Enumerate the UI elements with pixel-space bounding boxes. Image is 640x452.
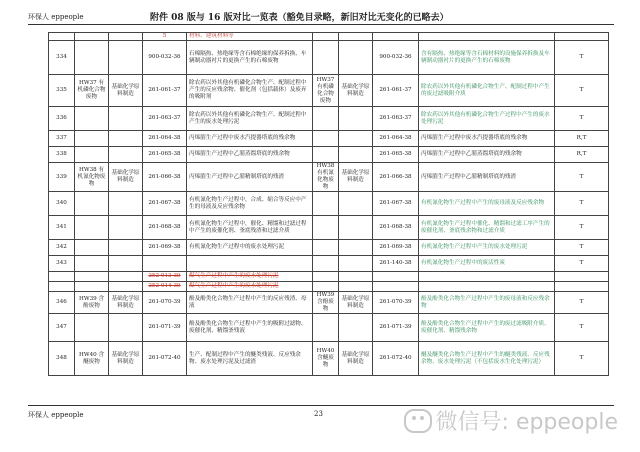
cell-n-code: 261-070-39 — [373, 292, 419, 314]
cell-seq: 346 — [49, 292, 75, 314]
cell-o-desc: 煤气生产过程中产生的废水处理污泥 — [187, 272, 313, 282]
cell-n-desc: 有机氰化物生产过程中催化、精馏和过滤工序产生的废催化剂、釜底残余物和过滤介质 — [419, 216, 555, 240]
cell-n-desc: 丙烯腈生产过程中乙腈蒸馏塔底的残余物 — [419, 147, 555, 163]
page-number: 23 — [314, 410, 323, 418]
cell-o-code: 261-064-38 — [143, 131, 187, 147]
cell-o-ind — [109, 33, 143, 41]
cell-seq: 339 — [49, 163, 75, 192]
cell-seq — [49, 33, 75, 41]
cell-o-code: 261-063-37 — [143, 107, 187, 131]
cell-seq: 347 — [49, 314, 75, 342]
cell-n-cat — [313, 131, 339, 147]
cell-o-cat: HW39 含酚废物 — [75, 292, 109, 314]
table-row — [49, 75, 609, 107]
cell-o-code: 261-071-39 — [143, 314, 187, 342]
cell-feat: T — [555, 256, 609, 272]
cell-o-desc: 除农药以外其他有机磷化合物生产、配制过程中产生的反应残余物、催化剂（包括载体）及废弃的吸附剂 — [187, 75, 313, 107]
cell-n-desc: 酚及酚类化合物生产过程中产生的废过滤吸附介质、废催化剂、精馏残余物 — [419, 314, 555, 342]
cell-o-cat — [75, 107, 109, 131]
cell-o-ind — [109, 131, 143, 147]
table-row — [49, 282, 609, 292]
cell-n-cat — [313, 41, 339, 75]
cell-n-cat: HW38 有机氰化物废物 — [313, 163, 339, 192]
cell-n-code: 261-065-38 — [373, 147, 419, 163]
cell-n-desc — [419, 272, 555, 282]
table-row — [49, 192, 609, 216]
cell-n-cat — [313, 147, 339, 163]
table-row — [49, 41, 609, 75]
cell-n-code — [373, 33, 419, 41]
cell-n-desc: 除农药以外其他有机磷化合物生产、配制过程中产生的废过滤吸附介质 — [419, 75, 555, 107]
cell-n-ind — [339, 272, 373, 282]
cell-o-cat — [75, 282, 109, 292]
cell-n-code: 261-071-39 — [373, 314, 419, 342]
cell-n-ind — [339, 192, 373, 216]
cell-n-ind: 基础化学原料制造 — [339, 342, 373, 376]
table-row — [49, 314, 609, 342]
cell-seq: 341 — [49, 216, 75, 240]
cell-n-cat — [313, 107, 339, 131]
cell-seq — [49, 272, 75, 282]
cell-feat: T — [555, 163, 609, 192]
table-row — [49, 240, 609, 256]
cell-o-cat — [75, 192, 109, 216]
footer-org: 环保人 eppeople — [28, 411, 84, 419]
cell-o-code: 900-032-36 — [143, 41, 187, 75]
cell-n-ind — [339, 256, 373, 272]
page-header — [0, 8, 640, 24]
cell-o-code: 261-072-40 — [143, 342, 187, 376]
cell-o-desc: 有机氰化物生产过程中，合成、缩合等反应中产生的母液及反应残余物 — [187, 192, 313, 216]
cell-n-code: 261-072-40 — [373, 342, 419, 376]
cell-o-code: 261-069-38 — [143, 240, 187, 256]
cell-n-ind — [339, 314, 373, 342]
table-row — [49, 292, 609, 314]
cell-o-desc: 酚及酚类化合物生产过程中产生的吸附过滤物、废催化剂、精馏釜残液 — [187, 314, 313, 342]
cell-o-desc: 材料、建筑材料等 — [187, 33, 313, 41]
cell-feat: T — [555, 292, 609, 314]
cell-o-cat: HW40 含醚废物 — [75, 342, 109, 376]
cell-n-cat — [313, 272, 339, 282]
cell-o-desc — [187, 256, 313, 272]
table-row — [49, 216, 609, 240]
cell-n-code: 261-063-37 — [373, 107, 419, 131]
cell-o-cat: HW38 有机氰化物废物 — [75, 163, 109, 192]
cell-o-cat: HW37 有机磷化合物废物 — [75, 75, 109, 107]
cell-n-ind: 基础化学原料制造 — [339, 292, 373, 314]
table-row — [49, 131, 609, 147]
cell-feat: T — [555, 216, 609, 240]
cell-o-cat — [75, 272, 109, 282]
cell-n-code: 261-068-38 — [373, 216, 419, 240]
cell-n-desc: 有机氰化物生产过程中的废活性炭 — [419, 256, 555, 272]
cell-n-code: 261-069-38 — [373, 240, 419, 256]
cell-n-cat: HW39 含酚废物 — [313, 292, 339, 314]
cell-n-ind — [339, 107, 373, 131]
cell-feat: T — [555, 192, 609, 216]
cell-o-ind — [109, 314, 143, 342]
cell-seq: 337 — [49, 131, 75, 147]
cell-n-desc — [419, 33, 555, 41]
cell-n-cat — [313, 314, 339, 342]
cell-n-desc — [419, 282, 555, 292]
cell-feat: R,T — [555, 147, 609, 163]
cell-n-desc: 丙烯腈生产过程中乙腈精制塔底的残渣 — [419, 163, 555, 192]
cell-o-cat — [75, 240, 109, 256]
cell-o-desc: 煤气生产过程中产生的废水处理污泥 — [187, 282, 313, 292]
cell-feat: T — [555, 240, 609, 256]
cell-o-ind — [109, 240, 143, 256]
cell-o-ind: 基础化学原料制造 — [109, 292, 143, 314]
cell-n-ind — [339, 41, 373, 75]
cell-n-code: 900-032-36 — [373, 41, 419, 75]
cell-n-desc: 丙烯腈生产过程中废水汽提器塔底的残余物 — [419, 131, 555, 147]
cell-o-ind: 基础化学原料制造 — [109, 163, 143, 192]
cell-seq: 340 — [49, 192, 75, 216]
cell-seq: 336 — [49, 107, 75, 131]
cell-feat — [555, 33, 609, 41]
cell-n-ind — [339, 240, 373, 256]
cell-seq — [49, 282, 75, 292]
cell-o-code: 5 — [143, 33, 187, 41]
header-rule — [28, 24, 614, 25]
cell-n-cat — [313, 33, 339, 41]
cell-o-desc: 有机氰化物生产过程中，催化、精馏和过滤过程中产生的废催化剂、釜底残渣和过滤介质 — [187, 216, 313, 240]
cell-n-cat — [313, 216, 339, 240]
cell-o-cat — [75, 33, 109, 41]
cell-o-desc: 有机氰化物生产过程中的废水处理污泥 — [187, 240, 313, 256]
table-row — [49, 107, 609, 131]
table-row — [49, 33, 609, 41]
cell-n-ind — [339, 33, 373, 41]
cell-o-cat — [75, 314, 109, 342]
cell-o-desc: 生产、配制过程中产生的醚类残液、反应残余物、废水处理污泥及过滤渣 — [187, 342, 313, 376]
cell-n-code: 261-066-38 — [373, 163, 419, 192]
cell-o-code: 261-061-37 — [143, 75, 187, 107]
comparison-table — [48, 32, 609, 376]
cell-seq: 342 — [49, 240, 75, 256]
cell-n-cat — [313, 256, 339, 272]
page-title: 附件 08 版与 16 版对比一览表（豁免目录略，新旧对比无变化的已略去） — [150, 13, 449, 23]
table-row — [49, 342, 609, 376]
cell-n-desc: 有机氰化物生产过程中产生的废母液及反应残余物 — [419, 192, 555, 216]
cell-o-desc: 酚及酚类化合物生产过程中产生的反应残渣、母液 — [187, 292, 313, 314]
cell-o-ind: 基础化学原料制造 — [109, 75, 143, 107]
cell-n-cat — [313, 192, 339, 216]
cell-n-ind — [339, 131, 373, 147]
cell-n-desc: 含有隔热、热绝缘等含石棉材料的设施保养拆换及车辆制动器衬片的更换产生的石棉废物 — [419, 41, 555, 75]
cell-n-code: 261-067-38 — [373, 192, 419, 216]
table-row — [49, 272, 609, 282]
cell-seq: 335 — [49, 75, 75, 107]
table-row — [49, 256, 609, 272]
watermark — [404, 405, 618, 436]
cell-o-desc: 丙烯腈生产过程中废水汽提器塔底的残余物 — [187, 131, 313, 147]
cell-n-desc: 有机氰化物生产过程中产生的废水处理污泥 — [419, 240, 555, 256]
cell-o-cat — [75, 41, 109, 75]
cell-o-desc: 丙烯腈生产过程中乙腈蒸馏塔底的残余物 — [187, 147, 313, 163]
cell-n-desc: 酚及酚类化合物生产过程中产生的废母液和反应残余物 — [419, 292, 555, 314]
cell-n-cat: HW40 含醚废物 — [313, 342, 339, 376]
cell-o-code: 252-014-39 — [143, 282, 187, 292]
cell-feat: T — [555, 342, 609, 376]
cell-n-ind — [339, 147, 373, 163]
cell-feat: R,T — [555, 131, 609, 147]
cell-feat: T — [555, 41, 609, 75]
cell-n-desc: 醚及醚类化合物生产过程中产生的醚类残液、反应残余物、废水处理污泥（不包括废水生化处理污泥） — [419, 342, 555, 376]
cell-seq: 343 — [49, 256, 75, 272]
header-org: 环保人 eppeople — [28, 13, 84, 21]
cell-n-ind — [339, 282, 373, 292]
cell-o-cat — [75, 131, 109, 147]
cell-o-cat — [75, 147, 109, 163]
cell-feat: T — [555, 314, 609, 342]
cell-o-cat — [75, 216, 109, 240]
cell-o-code: 261-065-38 — [143, 147, 187, 163]
cell-o-code: 261-066-38 — [143, 163, 187, 192]
cell-n-ind: 基础化学原料制造 — [339, 75, 373, 107]
cell-n-cat: HW37 有机磷化合物废物 — [313, 75, 339, 107]
cell-feat — [555, 282, 609, 292]
cell-o-code — [143, 256, 187, 272]
cell-o-desc: 除农药以外其他有机磷化合物生产、配制过程中产生的废水处理污泥 — [187, 107, 313, 131]
table-row — [49, 163, 609, 192]
cell-o-ind — [109, 216, 143, 240]
cell-seq: 348 — [49, 342, 75, 376]
cell-n-ind — [339, 216, 373, 240]
cell-o-ind — [109, 272, 143, 282]
cell-n-cat — [313, 240, 339, 256]
cell-o-ind — [109, 192, 143, 216]
cell-feat — [555, 272, 609, 282]
cell-n-code — [373, 282, 419, 292]
cell-o-ind: 基础化学原料制造 — [109, 342, 143, 376]
cell-seq: 334 — [49, 41, 75, 75]
wechat-icon — [404, 409, 432, 433]
cell-o-desc: 丙烯腈生产过程中乙腈精制塔底的残渣 — [187, 163, 313, 192]
cell-seq: 338 — [49, 147, 75, 163]
cell-n-code — [373, 272, 419, 282]
cell-o-ind — [109, 282, 143, 292]
cell-n-cat — [313, 282, 339, 292]
cell-o-ind — [109, 107, 143, 131]
cell-n-desc: 除农药以外其他有机磷化合物生产过程中产生的废水处理污泥 — [419, 107, 555, 131]
table-row — [49, 147, 609, 163]
cell-o-cat — [75, 256, 109, 272]
cell-o-code: 261-070-39 — [143, 292, 187, 314]
cell-n-code: 261-061-37 — [373, 75, 419, 107]
cell-o-code: 261-068-38 — [143, 216, 187, 240]
cell-o-ind — [109, 256, 143, 272]
cell-o-ind — [109, 41, 143, 75]
watermark-text: 微信号: eppeople — [435, 410, 618, 435]
cell-o-desc: 石棉隔热、热绝缘等含石棉绝缘的保养拆换、车辆制动器衬片的更换产生的石棉废物 — [187, 41, 313, 75]
cell-o-ind — [109, 147, 143, 163]
cell-feat: T — [555, 75, 609, 107]
cell-o-code: 252-013-39 — [143, 272, 187, 282]
cell-o-code: 261-067-38 — [143, 192, 187, 216]
cell-n-code: 261-140-38 — [373, 256, 419, 272]
cell-n-ind: 基础化学原料制造 — [339, 163, 373, 192]
cell-feat: T — [555, 107, 609, 131]
cell-n-code: 261-064-38 — [373, 131, 419, 147]
